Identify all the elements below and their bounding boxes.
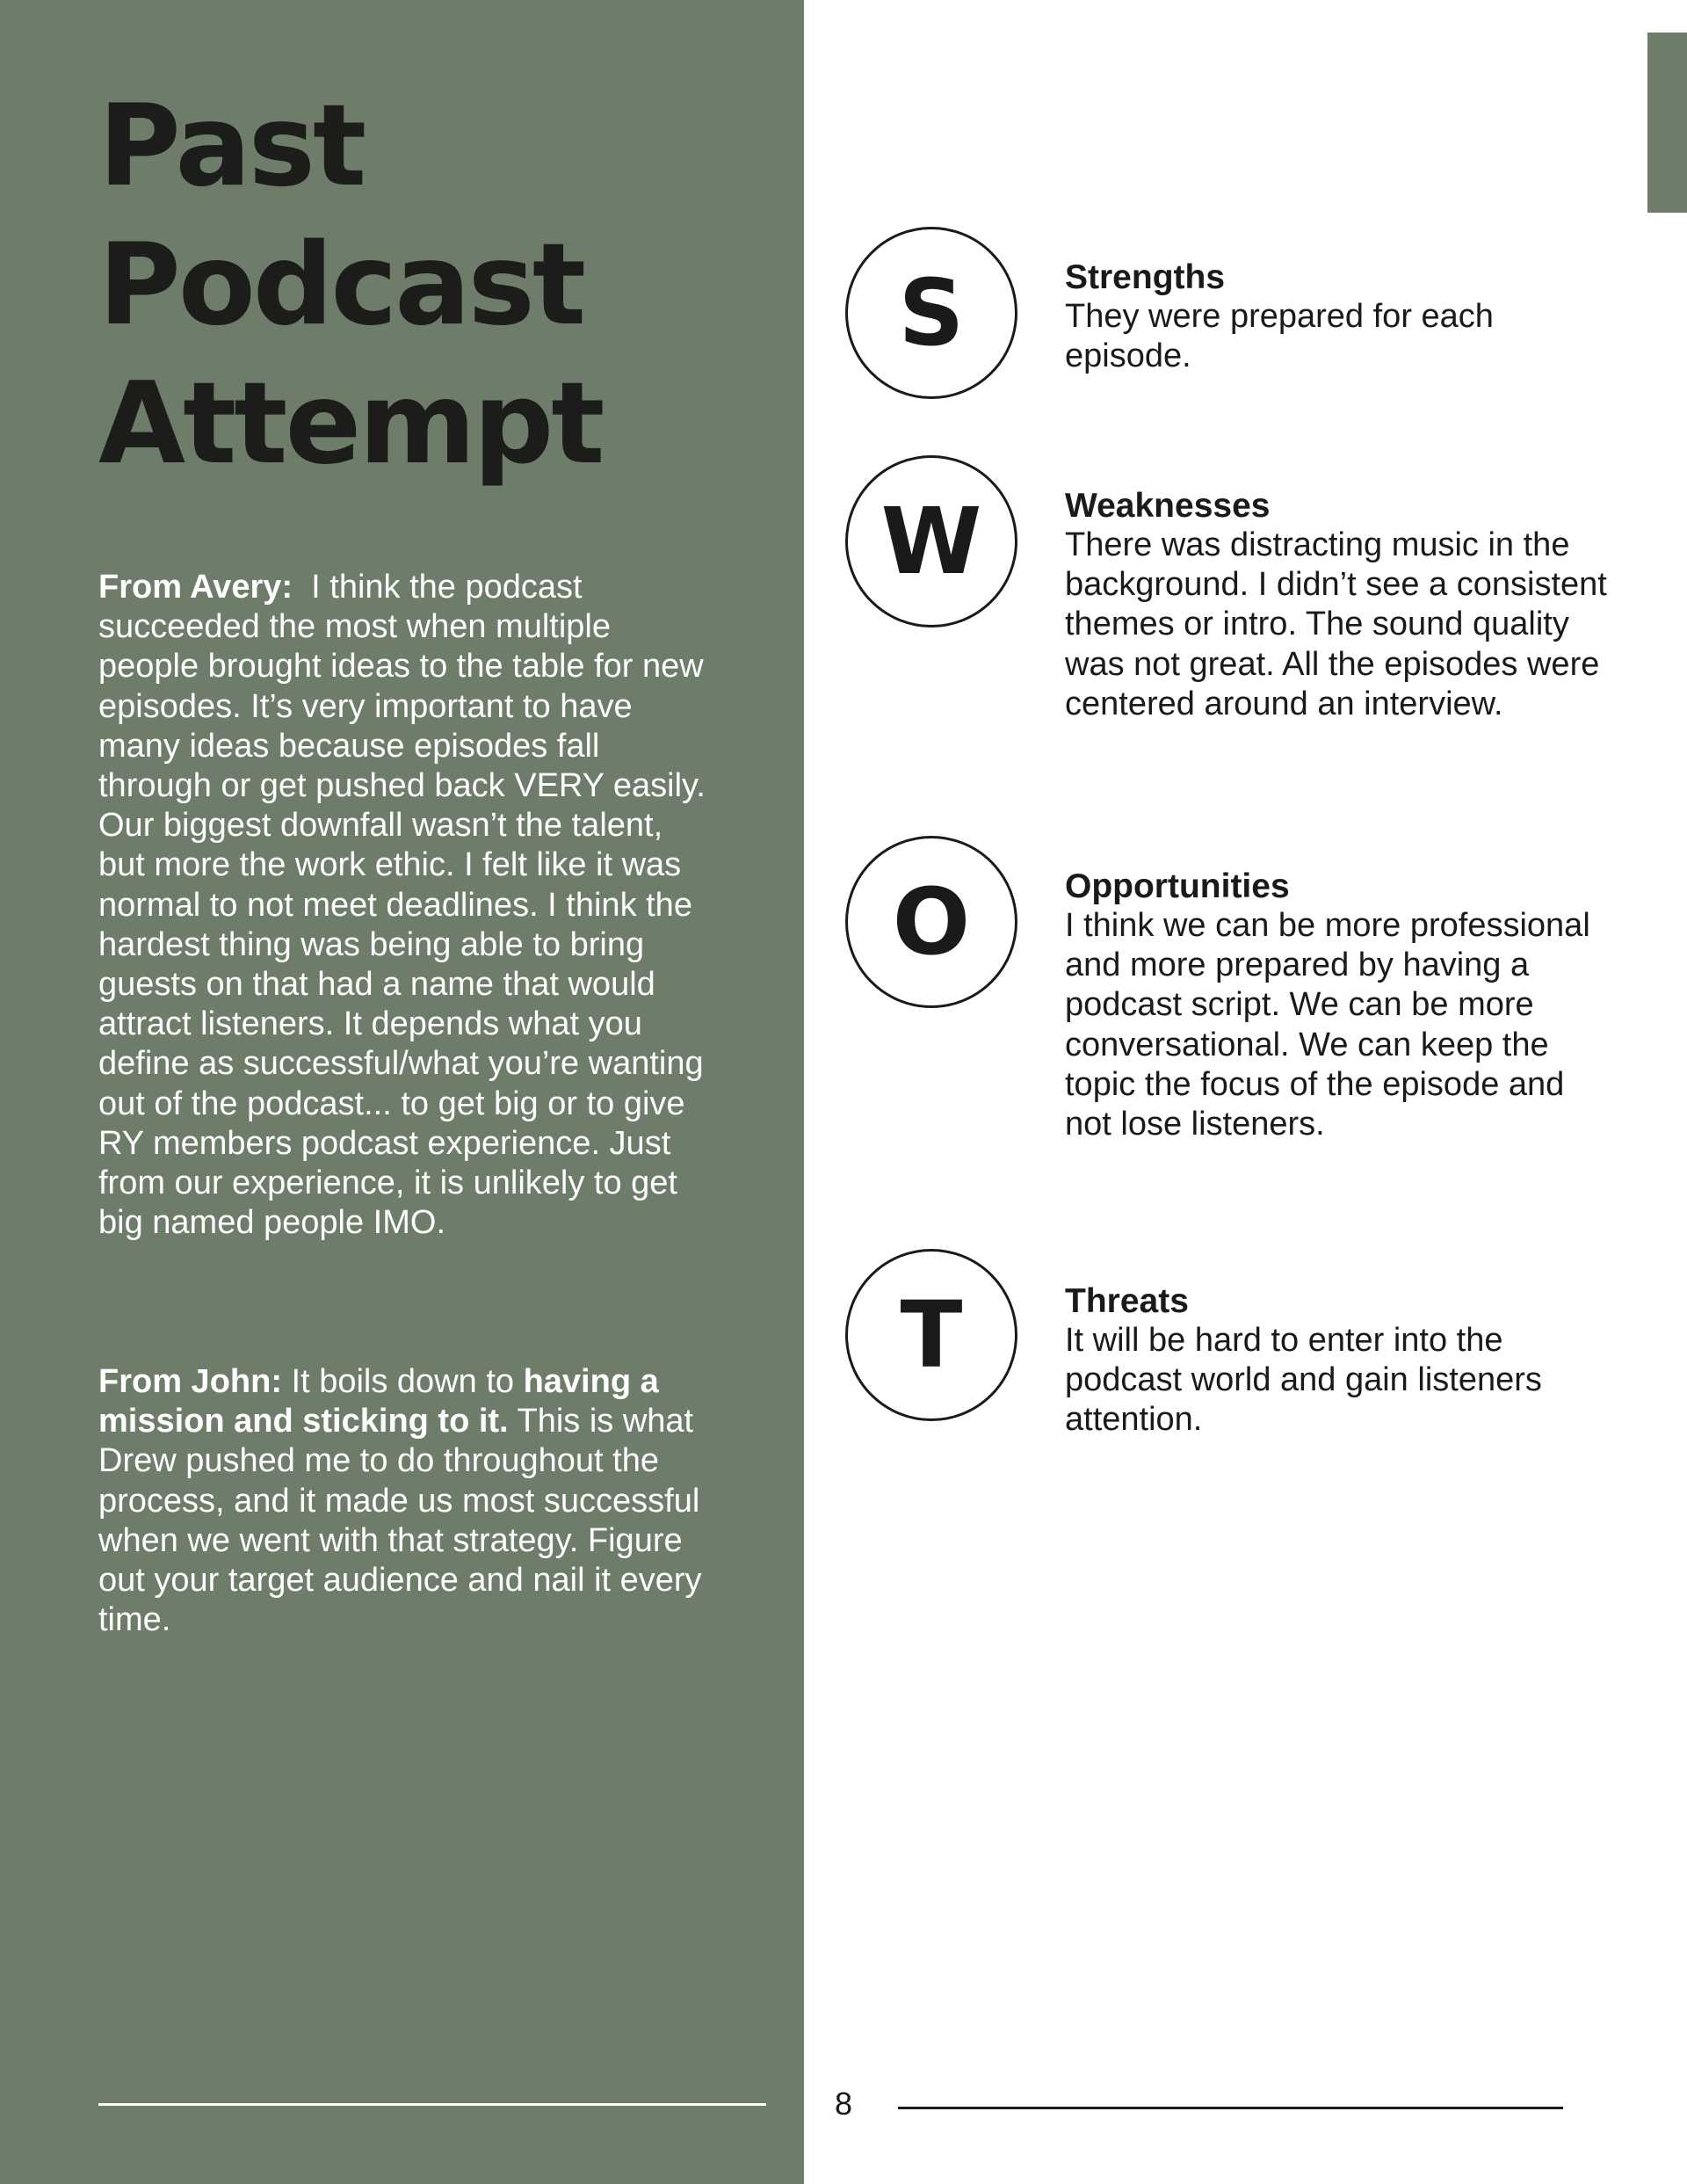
strengths-body: They were prepared for each episode. — [1065, 298, 1494, 375]
page-title — [98, 77, 784, 494]
title-line-3: Attempt — [98, 359, 603, 490]
weaknesses-body: There was distracting music in the background. I didn’t see a consistent themes or intro. The sound quality was not great. All the episodes were centered around an interview. — [1065, 526, 1607, 722]
opportunities-heading: Opportunities — [1065, 867, 1290, 905]
strengths-letter-circle: S — [845, 227, 1017, 399]
footer-divider-left — [98, 2103, 766, 2106]
john-text-after: This is what Drew pushed me to do throughout the process, and it made us most successful when we went with that strategy. Figure out your target audience and nail it every time. — [98, 1403, 712, 1639]
title-line-2: Podcast — [98, 220, 583, 351]
avery-label: From Avery: — [98, 569, 293, 606]
footer-divider-right — [898, 2107, 1563, 2109]
left-panel — [0, 0, 804, 2184]
john-emphasis: having a mission and sticking to it. — [98, 1363, 659, 1440]
john-label: From John: — [98, 1363, 282, 1400]
weaknesses-heading: Weaknesses — [1065, 487, 1271, 525]
opportunities-text — [1065, 867, 1610, 1144]
avery-text: I think the podcast succeeded the most when multiple people brought ideas to the table for new episodes. It’s very important to have many ideas because episodes fall through or get pushed back VERY easily. Our biggest downfall wasn’t the talent, but more the work ethic. I felt like it was normal to not meet deadlines. I think the hardest thing was being able to bring guests on that had a name that would attract listeners. It depends what you define as successful/what you’re wanting out of the podcast... to get big or to give RY members podcast experience. Just from our experience, it is unlikely to get big named people IMO. — [98, 569, 715, 1242]
threats-heading: Threats — [1065, 1282, 1189, 1320]
john-text-before: It boils down to — [281, 1363, 524, 1400]
weaknesses-text — [1065, 486, 1610, 724]
threats-letter-circle: T — [845, 1249, 1017, 1421]
threats-body: It will be hard to enter into the podcast world and gain listeners attention. — [1065, 1322, 1542, 1439]
title-line-1: Past — [98, 81, 365, 212]
corner-tab — [1647, 33, 1687, 213]
page-number: 8 — [834, 2086, 853, 2122]
john-quote — [98, 1362, 713, 1640]
opportunities-letter-circle: O — [845, 836, 1017, 1008]
threats-text — [1065, 1281, 1610, 1440]
opportunities-body: I think we can be more professional and more prepared by having a podcast script. We can be more conversational. We can keep the topic the focus of the episode and not lose listeners. — [1065, 907, 1590, 1143]
weaknesses-letter-circle: W — [845, 455, 1017, 628]
strengths-text — [1065, 258, 1610, 376]
strengths-heading: Strengths — [1065, 258, 1226, 296]
avery-quote — [98, 568, 713, 1243]
